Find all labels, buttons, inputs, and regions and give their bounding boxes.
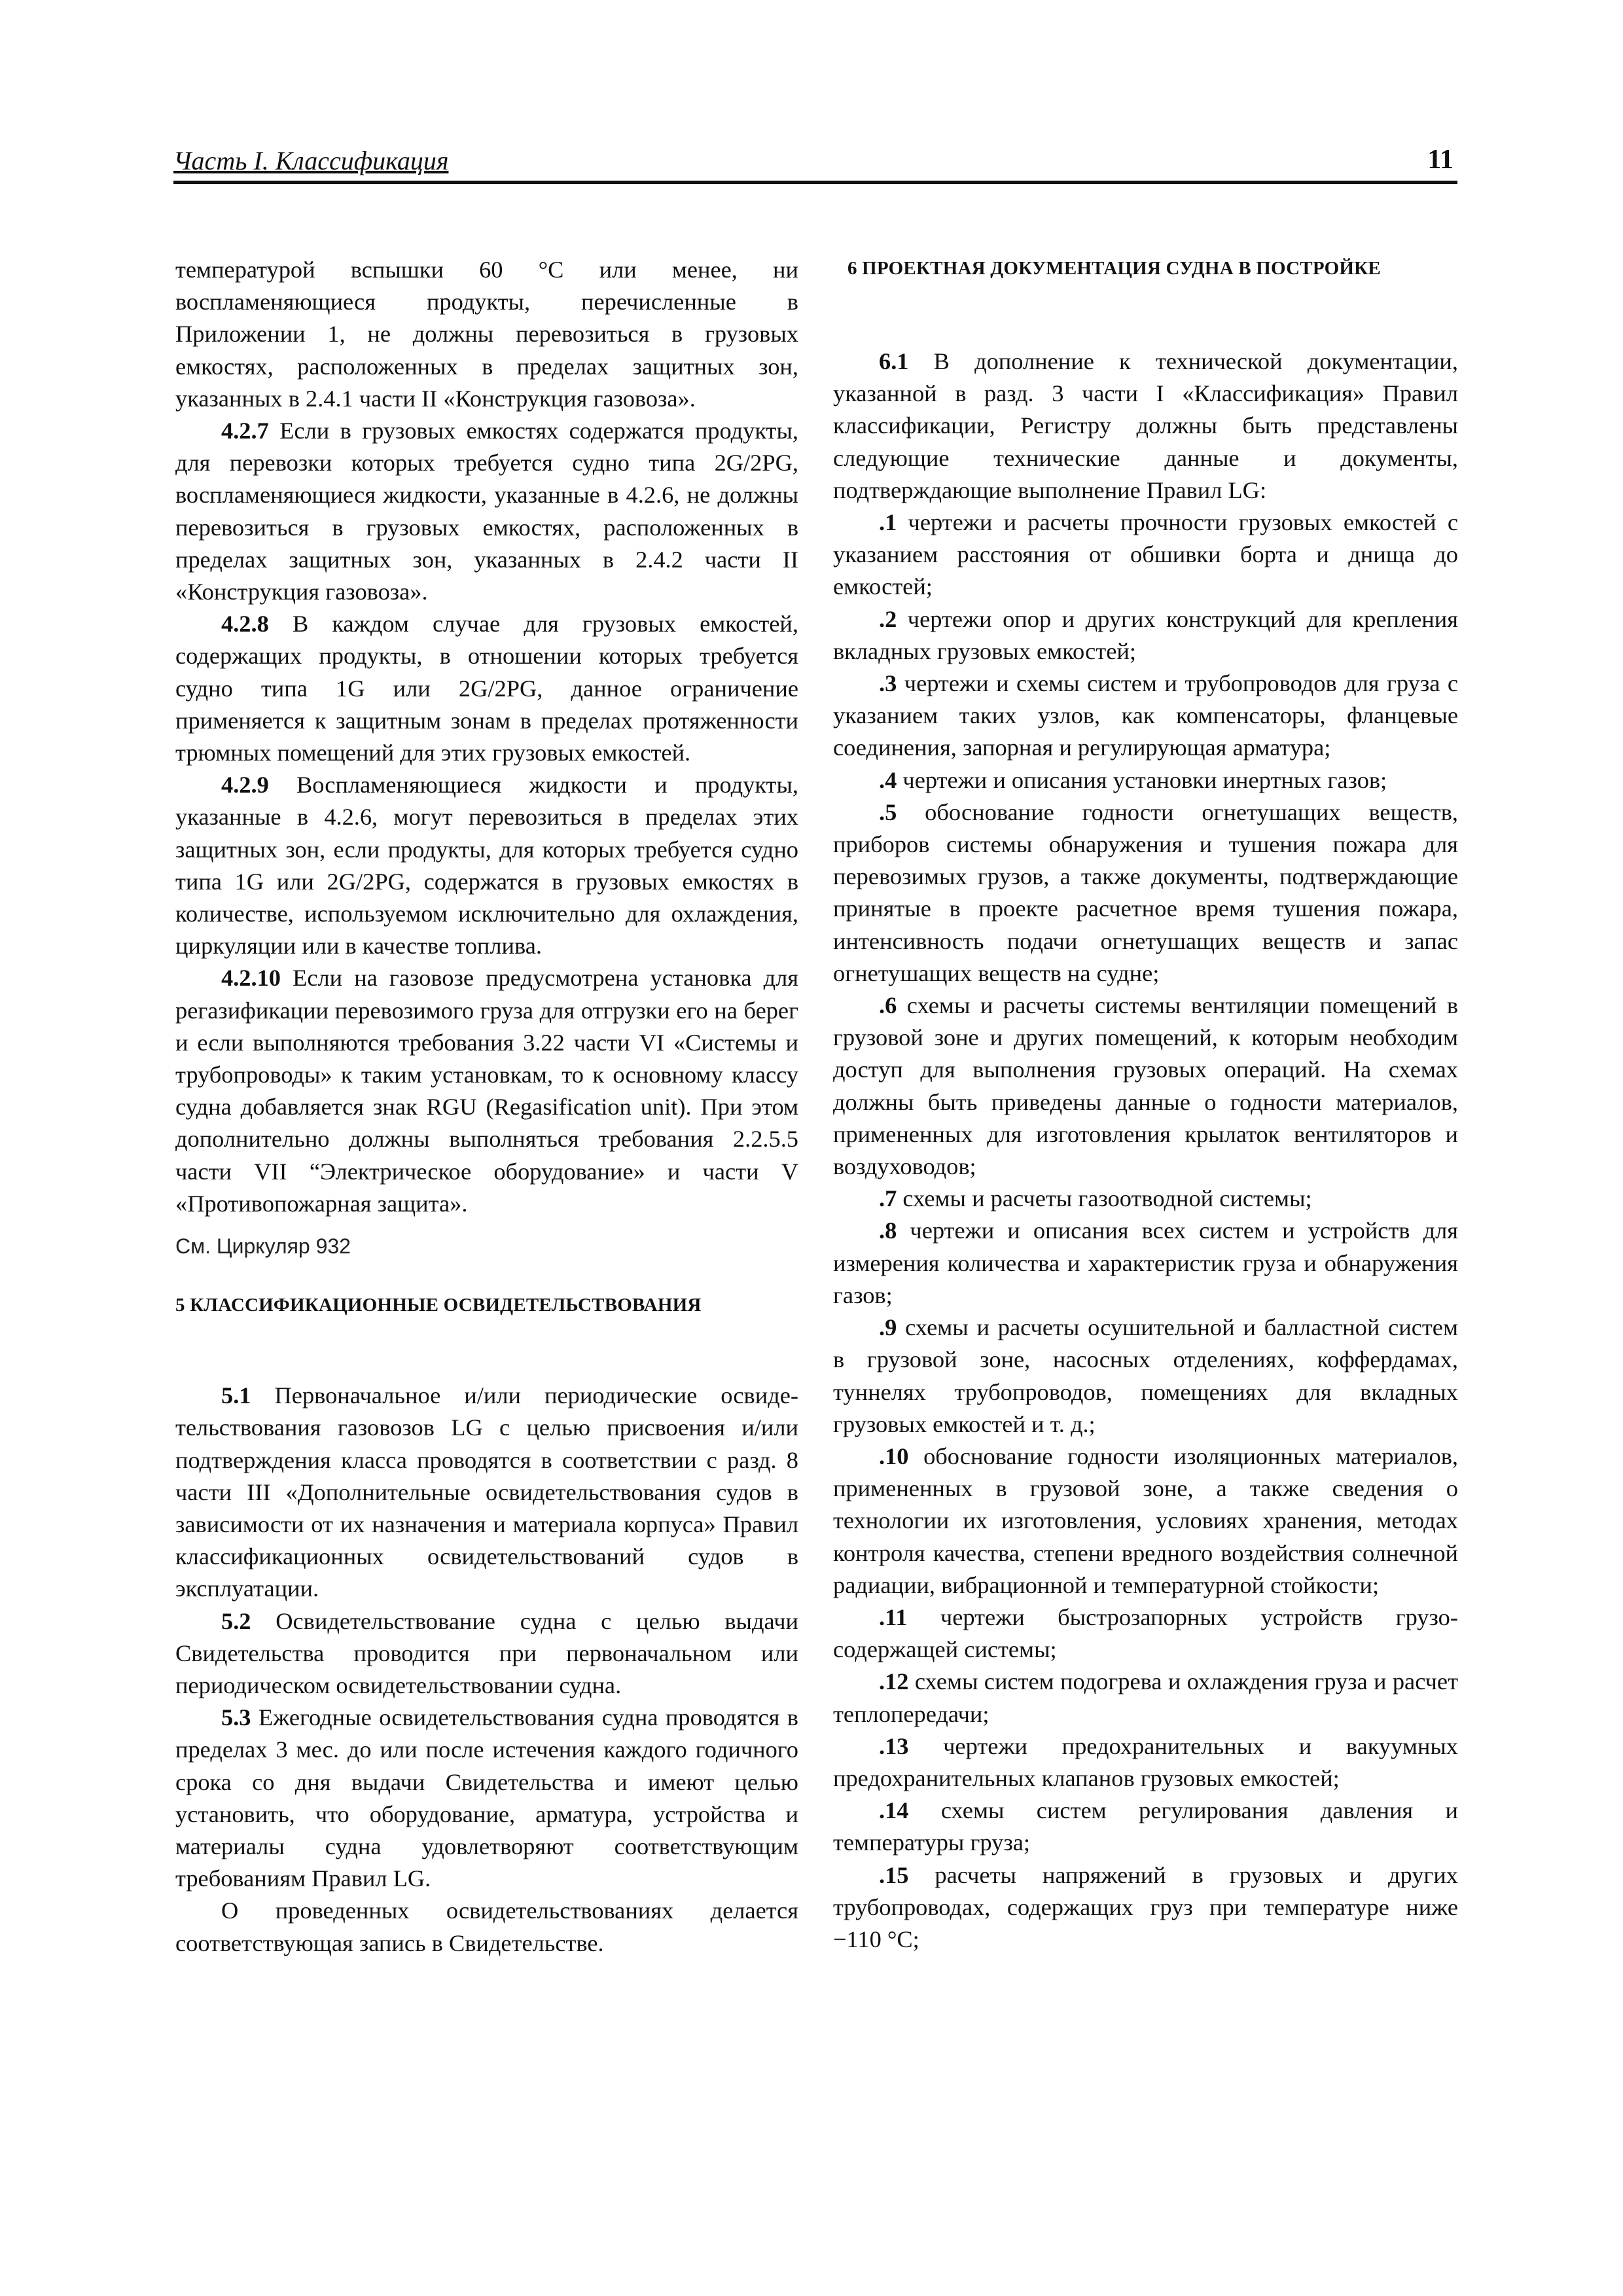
list-item <box>833 1441 1458 1602</box>
clause-number: 5.2 <box>221 1607 251 1634</box>
paragraph-5-4: О проведенных освидетельствованиях делается соответствующая запись в Свидетельстве. <box>175 1897 798 1956</box>
list-item <box>833 1859 1458 1956</box>
clause-number: 4.2.9 <box>221 772 269 798</box>
left-column <box>175 254 798 1960</box>
paragraph-4-2-7 <box>175 415 798 608</box>
list-item <box>833 1183 1458 1215</box>
item-text: обоснование годности огнетушащих веществ, приборов системы обнаружения и тушения пожара для перевозимых грузов, а также документы, подтверждающие принятые в проекте расчетное время тушения пожара, интенсивность подачи огнетушащих веществ и запас огнетушащих веществ на судне; <box>833 798 1458 986</box>
item-text: чертежи и расчеты прочности грузовых емкостей с указанием расстояния от обшивки борта и днища до емкостей; <box>833 509 1458 600</box>
clause-number: 4.2.7 <box>221 418 269 444</box>
item-text: чертежи опор и других конструкций для крепления вкладных грузовых емкостей; <box>833 605 1458 664</box>
item-text: расчеты напряжений в грузовых и других трубопроводах, содержащих груз при температуре ниже −110 °С; <box>833 1861 1458 1952</box>
list-item <box>833 603 1458 668</box>
item-number: .11 <box>879 1604 908 1630</box>
clause-number: 4.2.8 <box>221 611 269 637</box>
item-number: .8 <box>879 1217 897 1244</box>
paragraph-4-2-10 <box>175 962 798 1220</box>
right-column <box>833 254 1458 1956</box>
list-item <box>833 990 1458 1183</box>
item-text: схемы и расчеты системы вентиляции помещений в грузовой зоне и других помещений, к которым необходим доступ для выполнения грузовых операций. На схемах должны быть приведены данные о годности материалов, примененных для изготовления крылаток вентиляторов и воздуховодов; <box>833 992 1458 1180</box>
clause-text: Освидетельствование судна с целью выдачи Свидетельства проводится при первоначальном или периодическом освидетельствовании судна. <box>175 1607 798 1698</box>
item-number: .5 <box>879 798 897 825</box>
clause-number: 5.1 <box>221 1382 251 1409</box>
item-text: чертежи и описания всех систем и устройств для измерения количества и характеристик груза и обнаружения газов; <box>833 1217 1458 1308</box>
paragraph-4-2-8 <box>175 608 798 769</box>
circular-note: См. Циркуляр 932 <box>175 1234 351 1259</box>
item-text: чертежи и схемы систем и трубопроводов для груза с указанием таких узлов, как компенсаторы, фланцевые соединения, запорная и регулирующая арматура; <box>833 670 1458 761</box>
item-number: .4 <box>879 766 897 793</box>
list-item <box>833 1312 1458 1441</box>
running-header <box>173 141 1457 184</box>
item-number: .3 <box>879 670 897 697</box>
clause-text: В каждом случае для грузовых емкостей, содержащих продукты, в отношении которых требуется судно типа 1G или 2G/2PG, данное ограничение применяется к защитным зонам в пределах протяженности трюмных помещений для этих грузовых емкостей. <box>175 611 798 766</box>
item-number: .6 <box>879 992 897 1019</box>
list-item <box>833 764 1458 797</box>
clause-text: Ежегодные освидетельствования судна проводятся в пределах 3 мес. до или после истечения каждого годичного срока со дня выдачи Свидетельства и имеют целью установить, что оборудование, арматура, устройства и материалы судна удовлетворяют соответствующим требованиям Правил LG. <box>175 1704 798 1892</box>
clause-number: 6.1 <box>879 348 909 374</box>
clause-text: Воспламеняющиеся жидкости и продукты, указанные в 4.2.6, могут перевозиться в пределах этих защитных зон, если продукты, для которых требуется судно типа 1G или 2G/2PG, содержатся в грузовых емкостях в количестве, используемом исключительно для охлаждения, циркуляции или в качестве топлива. <box>175 772 798 960</box>
requirements-list <box>833 507 1458 1956</box>
item-number: .2 <box>879 605 897 632</box>
item-text: схемы систем регулирования давления и температуры груза; <box>833 1797 1458 1856</box>
item-text: обоснование годности изоляционных материалов, примененных в грузовой зоне, а также сведения о технологии их изготовления, условиях хранения, методах контроля качества, степени вредного воздействия солнечной радиации, вибрационной и температурной стойкости; <box>833 1443 1458 1598</box>
paragraph-6-1 <box>833 346 1458 507</box>
item-number: .14 <box>879 1797 909 1824</box>
item-number: .10 <box>879 1443 909 1469</box>
item-number: .9 <box>879 1314 897 1341</box>
paragraph-5-2 <box>175 1605 798 1702</box>
paragraph-continuation: температурой вспышки 60 °С или менее, ни воспламеняющиеся продукты, перечисленные в Приложении 1, не должны перевозиться в грузовых емкостях, расположенных в пределах защитных зон, указанных в 2.4.1 части II «Конструкция газовоза». <box>175 257 798 412</box>
item-number: .15 <box>879 1861 909 1888</box>
list-item <box>833 1731 1458 1795</box>
item-text: чертежи предохранительных и вакуумных предохранительных клапанов грузовых емкостей; <box>833 1732 1458 1791</box>
item-text: схемы систем подогрева и охлаждения груза и расчет теплопередачи; <box>833 1668 1458 1727</box>
list-item <box>833 1666 1458 1730</box>
item-text: схемы и расчеты газоотводной системы; <box>897 1185 1312 1212</box>
paragraph-5-1 <box>175 1380 798 1605</box>
section-6-title: 6 ПРОЕКТНАЯ ДОКУМЕНТАЦИЯ СУДНА В ПОСТРОЙКЕ <box>847 258 1381 279</box>
item-number: .13 <box>879 1732 909 1759</box>
item-text: чертежи и описания установки инертных газов; <box>897 766 1387 793</box>
clause-text: В дополнение к технической документации, указанной в разд. 3 части I «Классификация» Правил классификации, Регистру должны быть представлены следующие технические данные и документы, подтверждающие выполнение Правил LG: <box>833 348 1458 503</box>
item-text: чертежи быстрозапорных устройств грузосодержащей системы; <box>833 1604 1458 1663</box>
item-number: .1 <box>879 509 897 536</box>
clause-number: 5.3 <box>221 1704 251 1731</box>
page-number: 11 <box>1427 145 1454 175</box>
list-item <box>833 668 1458 764</box>
list-item <box>833 1215 1458 1312</box>
clause-text: Если на газовозе предусмотрена установка для регазификации перевозимого груза для отгрузки его на берег и если выполняются требования 3.22 части VI «Системы и трубопроводы» к таким установкам, то к основному классу судна добавляется знак RGU (Regasification unit). При этом дополнительно должны выполняться требования 2.2.5.5 части VII “Электрическое оборудование» и части V «Противопожарная защита». <box>175 965 798 1217</box>
item-text: схемы и расчеты осушительной и балластной систем в грузовой зоне, насосных отделениях, коффердамах, туннелях трубопроводов, помещениях для вкладных грузовых емкостей и т. д.; <box>833 1314 1458 1437</box>
clause-number: 4.2.10 <box>221 965 281 992</box>
header-title: Часть I. Классификация <box>173 146 449 175</box>
clause-text: Если в грузовых емкостях содержатся продукты, для перевозки которых требуется судно типа 2G/2PG, воспламеняющиеся жидкости, указанные в 4.2.6, не должны перевозиться в грузовых емкостях, расположенных в пределах защитных зон, указанных в 2.4.2 части II «Конструкция газовоза». <box>175 418 798 605</box>
list-item <box>833 797 1458 990</box>
paragraph-4-2-9 <box>175 769 798 962</box>
list-item <box>833 507 1458 603</box>
list-item <box>833 1795 1458 1859</box>
paragraph-5-3 <box>175 1702 798 1895</box>
item-number: .7 <box>879 1185 897 1212</box>
list-item <box>833 1602 1458 1666</box>
clause-text: Первоначальное и/или периодические освидетельствования газовозов LG с целью присвоения и/или подтверждения класса проводятся в соответствии с разд. 8 части III «Дополнительные освидетельствования судов в зависимости от их назначения и материала корпуса» Правил классификационных освидетельствований судов в эксплуатации. <box>175 1382 798 1602</box>
item-number: .12 <box>879 1668 909 1695</box>
section-5-title: 5 КЛАССИФИКАЦИОННЫЕ ОСВИДЕТЕЛЬСТВОВАНИЯ <box>175 1295 702 1316</box>
